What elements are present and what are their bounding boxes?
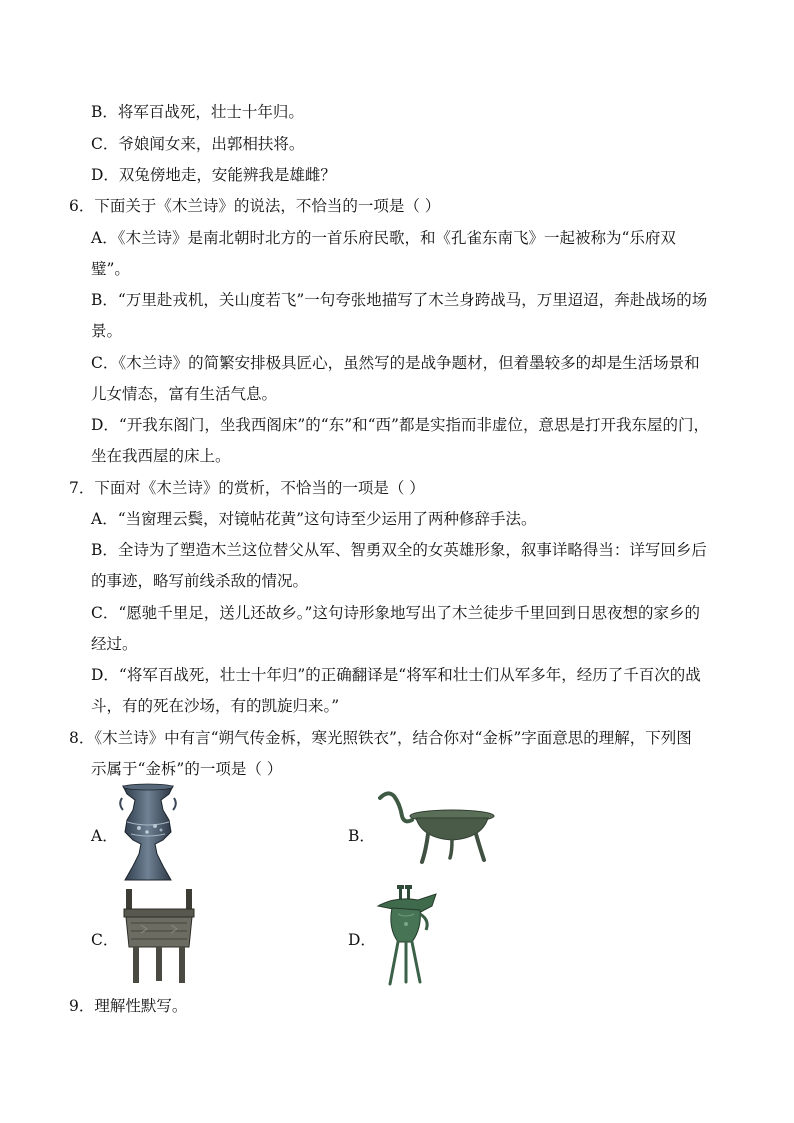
q6-option-d-line2: 坐在我西屋的床上。 [91, 447, 231, 465]
jue-wine-vessel-image [376, 884, 438, 988]
q6-option-c-line2: 儿女情态，富有生活气息。 [91, 385, 278, 403]
q7-option-c-line2: 经过。 [91, 635, 138, 653]
q6-option-d-line1: D．“开我东阁门，坐我西阁床”的“东”和“西”都是实指而非虚位，意思是打开我东屋的门， [91, 416, 709, 434]
q7-option-a: A．“当窗理云鬓，对镜帖花黄”这句诗至少运用了两种修辞手法。 [91, 510, 537, 528]
q8-option-b-label: B． [348, 827, 375, 845]
q6-option-c-line1: C．《木兰诗》的简繁安排极具匠心，虽然写的是战争题材，但着墨较多的却是生活场景和 [91, 354, 700, 372]
vase-image [117, 782, 179, 884]
q7-option-c-line1: C．“愿驰千里足，送儿还故乡。”这句诗形象地写出了木兰徒步千里回到日思夜想的家乡的 [91, 604, 700, 622]
q7-stem: 7．下面对《木兰诗》的赏析，不恰当的一项是（ ） [69, 479, 425, 497]
q7-option-b-line2: 的事迹，略写前线杀敌的情况。 [91, 572, 309, 590]
q9-stem: 9．理解性默写。 [69, 997, 188, 1015]
q8-option-c-label: C． [91, 931, 119, 949]
q7-option-d-line1: D．“将军百战死，壮士十年归”的正确翻译是“将军和壮士们从军多年，经历了千百次的战 [91, 666, 701, 684]
q6-option-a-line2: 璧”。 [91, 260, 130, 278]
q6-option-b-line2: 景。 [91, 322, 123, 340]
q7-option-b-line1: B．全诗为了塑造木兰这位替父从军、智勇双全的女英雄形象，叙事详略得当：详写回乡后 [91, 541, 707, 559]
q8-stem-line2: 示属于“金柝”的一项是（ ） [91, 760, 283, 778]
ding-cauldron-image [121, 887, 197, 985]
q5-option-c: C．爷娘闻女来，出郭相扶将。 [91, 135, 305, 153]
q5-option-d: D．双兔傍地走，安能辨我是雄雌？ [91, 166, 336, 184]
bird-handle-vessel-image [378, 786, 496, 870]
q7-option-d-line2: 斗，有的死在沙场，有的凯旋归来。” [91, 697, 340, 715]
q6-stem: 6．下面关于《木兰诗》的说法，不恰当的一项是（ ） [69, 197, 441, 215]
q6-option-b-line1: B．“万里赴戎机，关山度若飞”一句夸张地描写了木兰身跨战马，万里迢迢，奔赴战场的场 [91, 291, 708, 309]
q5-option-b: B．将军百战死，壮士十年归。 [91, 103, 304, 121]
q6-option-a-line1: A．《木兰诗》是南北朝时北方的一首乐府民歌，和《孔雀东南飞》一起被称为“乐府双 [91, 229, 676, 247]
q8-option-a-label: A． [91, 827, 118, 845]
q8-stem-line1: 8．《木兰诗》中有言“朔气传金柝，寒光照铁衣”，结合你对“金柝”字面意思的理解，下列图 [69, 729, 692, 747]
q8-option-d-label: D． [348, 931, 376, 949]
